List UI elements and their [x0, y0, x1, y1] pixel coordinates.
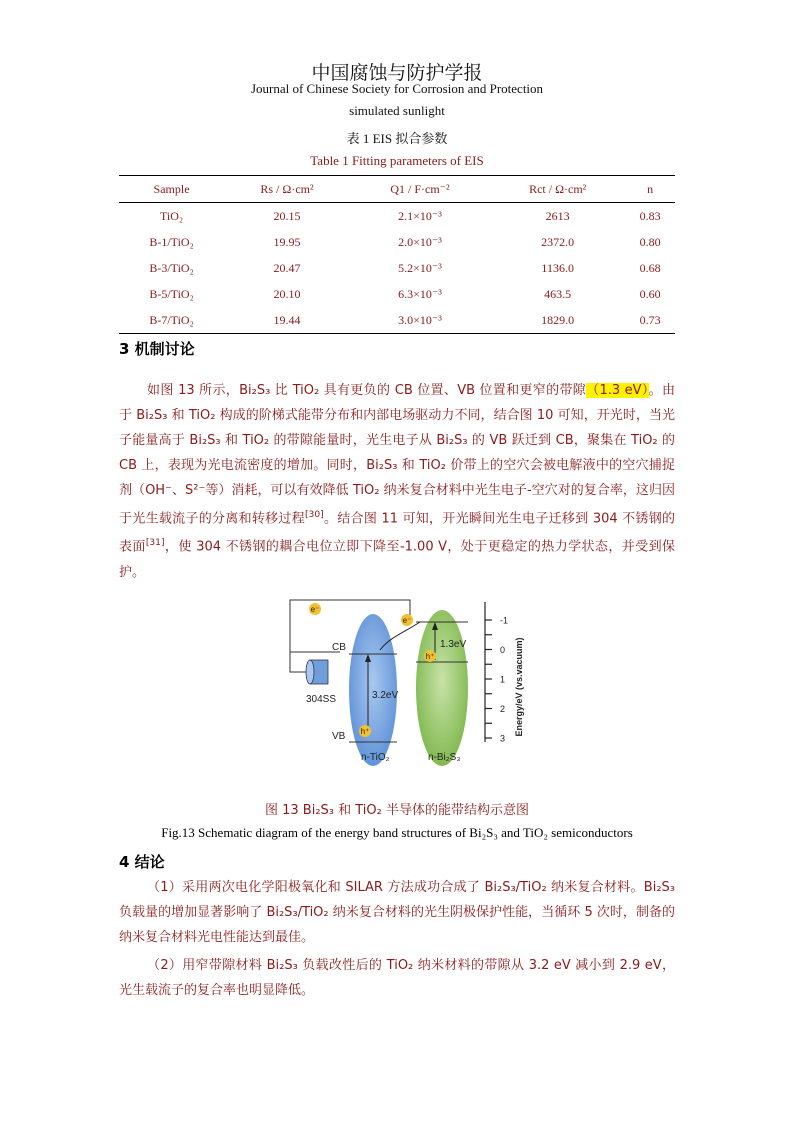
table-header-row — [119, 176, 675, 203]
table-cell: 3.0×10⁻³ — [398, 312, 442, 327]
axis-tick-label: 3 — [500, 733, 506, 744]
hole-label: h⁺ — [360, 727, 370, 736]
band-structure-figure — [280, 592, 550, 770]
energy-axis — [485, 602, 508, 744]
table-row — [119, 203, 675, 230]
conclusion-item-1: （1）采用两次电化学阳极氧化和 SILAR 方法成功合成了 Bi₂S₃/TiO₂ 纳米复合材料。Bi₂S₃ 负载量的增加显著影响了 Bi₂S₃/TiO₂ 纳米复合材料的光生阴极保护性能，当循环 5 次时，制备的纳米复合材料光电性能达到最佳。 — [119, 880, 675, 945]
table-cell: 19.44 — [273, 312, 301, 327]
label-304ss: 304SS — [306, 694, 337, 705]
table-cell: 0.73 — [639, 312, 661, 327]
table-cell: 0.68 — [639, 260, 661, 275]
citation[interactable]: [31] — [145, 538, 165, 549]
text-fragment: simulated sunlight — [349, 103, 445, 118]
bi2s3-label: n-Bi₂S₃ — [428, 752, 461, 763]
section3-paragraph — [119, 378, 675, 585]
table-cell: TiO₂ — [160, 208, 184, 223]
table-cell: 20.47 — [273, 260, 301, 275]
figure-caption-en: Fig.13 Schematic diagram of the energy band structures of Bi₂S₃ and TiO₂ semiconductors — [161, 825, 633, 840]
electron-label: e⁻ — [310, 605, 320, 614]
table-header-cell: Rs / Ω·cm² — [260, 181, 314, 196]
table-cell: 463.5 — [544, 286, 572, 301]
electrode-304ss-icon — [306, 660, 328, 684]
table-cell: B-7/TiO₂ — [149, 312, 194, 327]
table-cell: B-3/TiO₂ — [149, 260, 194, 275]
table-cell: 20.10 — [273, 286, 301, 301]
para-text: ，使 304 不锈钢的耦合电位立即下降至-1.00 V，处于更稳定的热力学状态，并受到保护。 — [119, 539, 675, 580]
section-heading-4: 4 结论 — [119, 853, 165, 871]
table-cell: 2613 — [545, 208, 570, 223]
section-heading-3: 3 机制讨论 — [119, 340, 195, 358]
axis-tick-label: -1 — [500, 615, 509, 626]
table-header-cell: Q1 / F·cm⁻² — [390, 181, 450, 196]
hole-label: h⁺ — [425, 652, 435, 661]
conclusion-item-2: （2）用窄带隙材料 Bi₂S₃ 负载改性后的 TiO₂ 纳米材料的带隙从 3.2 eV 减小到 2.9 eV，光生载流子的复合率也明显降低。 — [119, 958, 675, 998]
vb-label: VB — [332, 731, 346, 742]
table-row — [119, 307, 675, 334]
axis-tick-label: 1 — [500, 674, 506, 685]
electron-label: e⁻ — [402, 616, 412, 625]
tio2-label: n-TiO₂ — [361, 752, 390, 763]
table-row — [119, 255, 675, 281]
table-cell: 20.15 — [273, 208, 301, 223]
table-cell: 0.83 — [639, 208, 661, 223]
journal-title-en: Journal of Chinese Society for Corrosion and Protection — [250, 81, 544, 96]
para-text: 。结合图 11 可知，开光瞬间光生电子迁移到 304 不锈钢的表面 — [119, 511, 675, 555]
table-title-en: Table 1 Fitting parameters of EIS — [310, 153, 484, 168]
citation[interactable]: [30] — [305, 510, 324, 520]
table-cell: B-5/TiO₂ — [149, 286, 194, 301]
table-cell: 2372.0 — [541, 234, 575, 249]
axis-tick-label: 0 — [500, 645, 506, 655]
table-cell: 0.60 — [639, 286, 661, 301]
gap-tio2-label: 3.2eV — [372, 690, 399, 701]
table-cell: B-1/TiO₂ — [149, 234, 194, 249]
bi2s3-band-ellipse — [416, 610, 468, 766]
journal-title-cn: 中国腐蚀与防护学报 — [311, 62, 483, 84]
para-text: 如图 13 所示，Bi₂S₃ 比 TiO₂ 具有更负的 CB 位置、VB 位置和更窄的带隙 — [147, 383, 587, 398]
highlighted-text: （1.3 eV） — [586, 383, 649, 398]
energy-axis-label: Energy/eV (vs.vacuum) — [514, 637, 524, 737]
table-row — [119, 281, 675, 307]
table-cell: 5.2×10⁻³ — [398, 260, 442, 275]
eis-table — [119, 175, 675, 334]
table-cell: 2.1×10⁻³ — [398, 208, 442, 223]
table-title-cn: 表 1 EIS 拟合参数 — [346, 131, 448, 146]
table-cell: 19.95 — [273, 234, 301, 249]
table-header-cell: Sample — [153, 181, 190, 196]
table-cell: 1829.0 — [541, 312, 575, 327]
table-cell: 0.80 — [639, 234, 661, 249]
gap-bi2s3-label: 1.3eV — [440, 639, 467, 650]
table-row — [119, 229, 675, 255]
figure-caption-cn: 图 13 Bi₂S₃ 和 TiO₂ 半导体的能带结构示意图 — [264, 803, 529, 818]
table-header-cell: Rct / Ω·cm² — [529, 181, 587, 196]
table-cell: 1136.0 — [541, 260, 574, 275]
table-cell: 6.3×10⁻³ — [398, 286, 442, 301]
table-cell: 2.0×10⁻³ — [398, 234, 442, 249]
axis-tick-label: 2 — [500, 704, 506, 714]
cb-label: CB — [332, 642, 346, 653]
para-text: 。由于 Bi₂S₃ 和 TiO₂ 构成的阶梯式能带分布和内部电场驱动力不同，结合图 10 可知，开光时，当光子能量高于 Bi₂S₃ 和 TiO₂ 的带隙能量时，光生电子从 Bi₂S₃ 的 VB 跃迁到 CB，聚集在 TiO₂ 的 CB 上，表现为光电流密度的增加。同时，Bi₂S₃ 和 TiO₂ 价带上的空穴会被电解液中的空穴捕捉剂（OH⁻、S²⁻等）消耗，可以有效降低 TiO₂ 纳米复合材料中光生电子-空穴对的复合率，这归因于光生载流子的分离和转移过程 — [119, 383, 675, 527]
table-header-cell: n — [647, 181, 654, 196]
